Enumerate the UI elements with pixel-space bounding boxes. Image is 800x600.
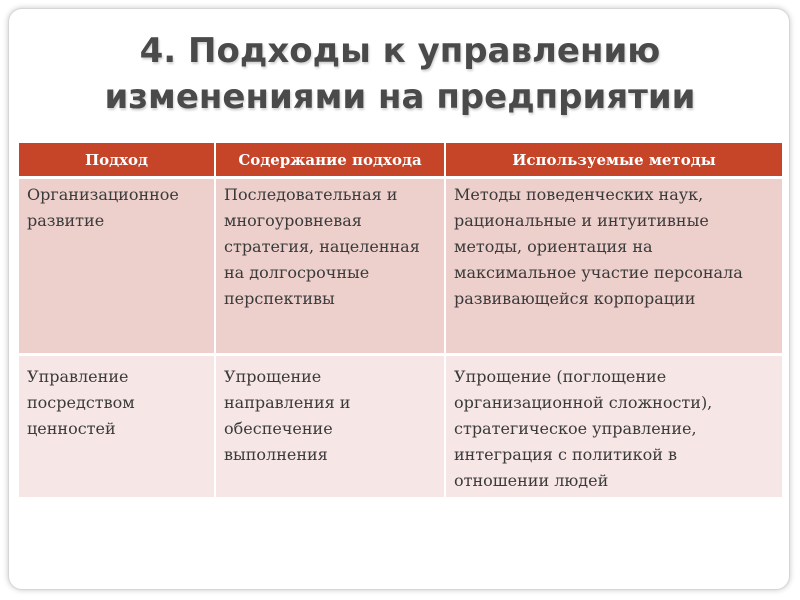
cell-line: Упрощение xyxy=(224,367,322,386)
cell-line: на долгосрочные xyxy=(224,263,370,282)
cell-line: Методы поведенческих наук, xyxy=(454,185,704,204)
cell-line: рациональные и интуитивные xyxy=(454,211,709,230)
cell-line: развитие xyxy=(27,211,105,230)
cell-line: методы, ориентация на xyxy=(454,237,653,256)
cell-methods xyxy=(445,178,782,355)
header-approach: Подход xyxy=(19,143,215,178)
cell-line: посредством xyxy=(27,393,135,412)
table-header-row xyxy=(19,143,782,178)
cell-line: развивающейся корпорации xyxy=(454,289,696,308)
approaches-table xyxy=(19,143,782,497)
header-content: Содержание подхода xyxy=(215,143,445,178)
cell-line: организационной сложности), xyxy=(454,393,713,412)
cell-methods xyxy=(445,355,782,497)
table-row xyxy=(19,178,782,355)
cell-line: стратегия, нацеленная xyxy=(224,237,420,256)
cell-content xyxy=(215,355,445,497)
cell-line: направления и xyxy=(224,393,351,412)
header-methods: Используемые методы xyxy=(445,143,782,178)
slide-title xyxy=(0,28,800,120)
cell-line: многоуровневая xyxy=(224,211,362,230)
cell-approach xyxy=(19,355,215,497)
cell-line: Управление xyxy=(27,367,129,386)
cell-line: перспективы xyxy=(224,289,335,308)
cell-line: Организационное xyxy=(27,185,179,204)
cell-line: выполнения xyxy=(224,445,328,464)
cell-line: максимальное участие персонала xyxy=(454,263,743,282)
cell-line: обеспечение xyxy=(224,419,333,438)
cell-line: ценностей xyxy=(27,419,116,438)
cell-line: отношении людей xyxy=(454,471,609,490)
cell-line: интеграция с политикой в xyxy=(454,445,678,464)
table-row xyxy=(19,355,782,497)
cell-line: Последовательная и xyxy=(224,185,398,204)
cell-approach xyxy=(19,178,215,355)
cell-line: Упрощение (поглощение xyxy=(454,367,667,386)
cell-content xyxy=(215,178,445,355)
cell-line: стратегическое управление, xyxy=(454,419,697,438)
title-line-1: 4. Подходы к управлению xyxy=(139,31,661,71)
title-line-2: изменениями на предприятии xyxy=(104,77,696,117)
